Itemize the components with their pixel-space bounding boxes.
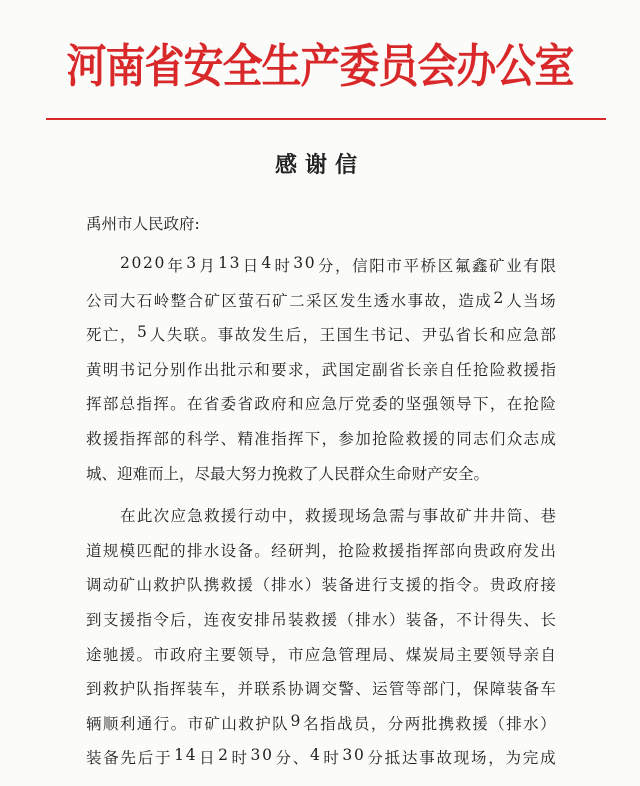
body-line: 2 0 2 0 年 3 月 1 3 日 4 时 3 0 分 ， 信 阳 市 平 桥 区 氟 鑫 矿 业 有 限	[120, 254, 556, 275]
body-line: 挥 部 总 指 挥 。 在 省 委 省 政 府 和 应 急 厅 党 委 的 坚 强 领 导 下 ， 在 抢 险	[86, 395, 556, 414]
body-line: 道 规 模 匹 配 的 排 水 设 备 。 经 研 判 ， 抢 险 救 援 指 挥 部 向 贵 政 府 发 出	[86, 541, 556, 560]
body-line: 到 支 援 指 令 后 ， 连 夜 安 排 吊 装 救 援 （ 排 水 ） 装 备 ， 不 计 得 失 、 长	[86, 611, 556, 629]
addressee: 禹州市人民政府:	[86, 215, 200, 233]
body-line: 到 救 护 队 指 挥 装 车 ， 并 联 系 协 调 交 警 、 运 管 等 部 门 ， 保 障 装 备 车	[86, 680, 556, 699]
organization-header: 河南省安全生产委员会办公室	[66, 40, 574, 94]
header-divider	[46, 118, 606, 120]
body-line: 公 司 大 石 岭 整 合 矿 区 萤 石 矿 二 采 区 发 生 透 水 事 故 ， 造 成 2 人 当 场	[86, 288, 556, 310]
body-line: 辆 顺 利 通 行 。 市 矿 山 救 护 队 9 名 指 战 员 ， 分 两 批 携 救 援 （ 排 水 ）	[86, 711, 556, 733]
body-line: 在 此 次 应 急 救 援 行 动 中 ， 救 援 现 场 急 需 与 事 故 矿 井 井 筒 、 巷	[120, 507, 556, 526]
body-line: 装 备 先 后 于 1 4 日 2 时 3 0 分 、 4 时 3 0 分 抵 达 事 故 现 场 ， 为 完 成	[86, 746, 556, 768]
document-title: 感谢信	[274, 153, 365, 178]
body-line: 黄 明 书 记 分 别 作 出 批 示 和 要 求 ， 武 国 定 副 省 长 亲 自 任 抢 险 救 援 指	[86, 360, 556, 379]
body-line: 调 动 矿 山 救 护 队 携 救 援 （ 排 水 ） 装 备 进 行 支 援 的 指 令 。 贵 政 府 接	[86, 576, 556, 595]
body-line: 途 驰 援 。 市 政 府 主 要 领 导 ， 市 应 急 管 理 局 、 煤 炭 局 主 要 领 导 亲 自	[86, 645, 556, 664]
body-line: 城、迎难而上，尽最大努力挽救了人民群众生命财产安全。	[86, 464, 490, 483]
body-line: 死 亡 ， 5 人 失 联 。 事 故 发 生 后 ， 王 国 生 书 记 、 尹 弘 省 长 和 应 急 部	[86, 323, 556, 345]
body-line: 救 援 指 挥 部 的 科 学 、 精 准 指 挥 下 ， 参 加 抢 险 救 援 的 同 志 们 众 志 成	[86, 430, 556, 448]
